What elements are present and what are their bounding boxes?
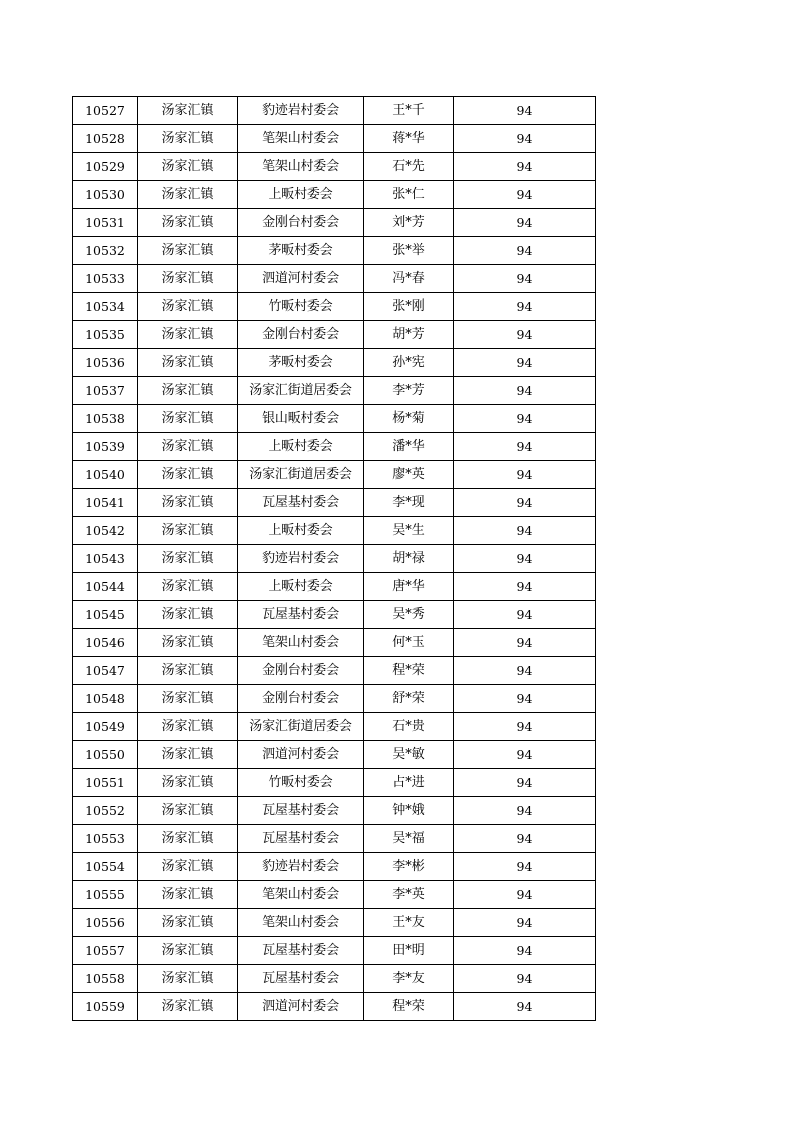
person-name-cell: 田*明 bbox=[364, 937, 454, 965]
score-cell: 94 bbox=[454, 909, 596, 937]
score-cell: 94 bbox=[454, 657, 596, 685]
table-row bbox=[73, 489, 596, 517]
town-cell: 汤家汇镇 bbox=[138, 153, 238, 181]
table-row bbox=[73, 881, 596, 909]
village-cell: 豹迹岩村委会 bbox=[238, 545, 364, 573]
person-name-cell: 舒*荣 bbox=[364, 685, 454, 713]
row-id-cell: 10556 bbox=[73, 909, 138, 937]
town-cell: 汤家汇镇 bbox=[138, 545, 238, 573]
village-cell: 金刚台村委会 bbox=[238, 209, 364, 237]
town-cell: 汤家汇镇 bbox=[138, 769, 238, 797]
row-id-cell: 10544 bbox=[73, 573, 138, 601]
town-cell: 汤家汇镇 bbox=[138, 265, 238, 293]
row-id-cell: 10553 bbox=[73, 825, 138, 853]
table-row bbox=[73, 293, 596, 321]
town-cell: 汤家汇镇 bbox=[138, 433, 238, 461]
score-cell: 94 bbox=[454, 685, 596, 713]
table-row bbox=[73, 601, 596, 629]
town-cell: 汤家汇镇 bbox=[138, 461, 238, 489]
score-cell: 94 bbox=[454, 209, 596, 237]
score-cell: 94 bbox=[454, 797, 596, 825]
person-name-cell: 张*刚 bbox=[364, 293, 454, 321]
town-cell: 汤家汇镇 bbox=[138, 125, 238, 153]
village-cell: 笔架山村委会 bbox=[238, 629, 364, 657]
score-cell: 94 bbox=[454, 125, 596, 153]
table-row bbox=[73, 181, 596, 209]
row-id-cell: 10555 bbox=[73, 881, 138, 909]
town-cell: 汤家汇镇 bbox=[138, 825, 238, 853]
town-cell: 汤家汇镇 bbox=[138, 685, 238, 713]
village-cell: 笔架山村委会 bbox=[238, 125, 364, 153]
person-name-cell: 吴*生 bbox=[364, 517, 454, 545]
row-id-cell: 10552 bbox=[73, 797, 138, 825]
person-name-cell: 程*荣 bbox=[364, 993, 454, 1021]
person-name-cell: 杨*菊 bbox=[364, 405, 454, 433]
row-id-cell: 10543 bbox=[73, 545, 138, 573]
village-cell: 金刚台村委会 bbox=[238, 321, 364, 349]
score-cell: 94 bbox=[454, 377, 596, 405]
score-cell: 94 bbox=[454, 265, 596, 293]
row-id-cell: 10528 bbox=[73, 125, 138, 153]
table-row bbox=[73, 405, 596, 433]
row-id-cell: 10545 bbox=[73, 601, 138, 629]
town-cell: 汤家汇镇 bbox=[138, 377, 238, 405]
table-row bbox=[73, 377, 596, 405]
row-id-cell: 10529 bbox=[73, 153, 138, 181]
table-row bbox=[73, 153, 596, 181]
score-cell: 94 bbox=[454, 573, 596, 601]
row-id-cell: 10532 bbox=[73, 237, 138, 265]
row-id-cell: 10542 bbox=[73, 517, 138, 545]
score-cell: 94 bbox=[454, 937, 596, 965]
score-cell: 94 bbox=[454, 293, 596, 321]
town-cell: 汤家汇镇 bbox=[138, 993, 238, 1021]
row-id-cell: 10558 bbox=[73, 965, 138, 993]
town-cell: 汤家汇镇 bbox=[138, 237, 238, 265]
table-row bbox=[73, 965, 596, 993]
table-row bbox=[73, 797, 596, 825]
row-id-cell: 10557 bbox=[73, 937, 138, 965]
person-name-cell: 王*友 bbox=[364, 909, 454, 937]
person-name-cell: 李*英 bbox=[364, 881, 454, 909]
town-cell: 汤家汇镇 bbox=[138, 489, 238, 517]
village-cell: 竹畈村委会 bbox=[238, 769, 364, 797]
town-cell: 汤家汇镇 bbox=[138, 321, 238, 349]
table-row bbox=[73, 517, 596, 545]
town-cell: 汤家汇镇 bbox=[138, 349, 238, 377]
village-cell: 瓦屋基村委会 bbox=[238, 965, 364, 993]
row-id-cell: 10533 bbox=[73, 265, 138, 293]
person-name-cell: 潘*华 bbox=[364, 433, 454, 461]
table-row bbox=[73, 321, 596, 349]
village-cell: 竹畈村委会 bbox=[238, 293, 364, 321]
score-cell: 94 bbox=[454, 545, 596, 573]
town-cell: 汤家汇镇 bbox=[138, 853, 238, 881]
town-cell: 汤家汇镇 bbox=[138, 937, 238, 965]
row-id-cell: 10530 bbox=[73, 181, 138, 209]
village-cell: 笔架山村委会 bbox=[238, 153, 364, 181]
person-name-cell: 胡*芳 bbox=[364, 321, 454, 349]
person-name-cell: 程*荣 bbox=[364, 657, 454, 685]
score-cell: 94 bbox=[454, 769, 596, 797]
village-cell: 金刚台村委会 bbox=[238, 657, 364, 685]
village-cell: 汤家汇街道居委会 bbox=[238, 377, 364, 405]
person-name-cell: 冯*春 bbox=[364, 265, 454, 293]
row-id-cell: 10547 bbox=[73, 657, 138, 685]
town-cell: 汤家汇镇 bbox=[138, 293, 238, 321]
town-cell: 汤家汇镇 bbox=[138, 405, 238, 433]
village-cell: 豹迹岩村委会 bbox=[238, 97, 364, 125]
person-name-cell: 吴*秀 bbox=[364, 601, 454, 629]
person-name-cell: 胡*禄 bbox=[364, 545, 454, 573]
person-name-cell: 何*玉 bbox=[364, 629, 454, 657]
row-id-cell: 10546 bbox=[73, 629, 138, 657]
score-cell: 94 bbox=[454, 993, 596, 1021]
person-name-cell: 张*仁 bbox=[364, 181, 454, 209]
table-row bbox=[73, 825, 596, 853]
town-cell: 汤家汇镇 bbox=[138, 713, 238, 741]
row-id-cell: 10537 bbox=[73, 377, 138, 405]
score-cell: 94 bbox=[454, 965, 596, 993]
row-id-cell: 10540 bbox=[73, 461, 138, 489]
town-cell: 汤家汇镇 bbox=[138, 601, 238, 629]
village-cell: 上畈村委会 bbox=[238, 573, 364, 601]
score-cell: 94 bbox=[454, 97, 596, 125]
table-row bbox=[73, 265, 596, 293]
person-name-cell: 刘*芳 bbox=[364, 209, 454, 237]
person-name-cell: 张*举 bbox=[364, 237, 454, 265]
row-id-cell: 10535 bbox=[73, 321, 138, 349]
person-name-cell: 李*友 bbox=[364, 965, 454, 993]
table-row bbox=[73, 685, 596, 713]
town-cell: 汤家汇镇 bbox=[138, 629, 238, 657]
person-name-cell: 吴*福 bbox=[364, 825, 454, 853]
row-id-cell: 10549 bbox=[73, 713, 138, 741]
score-cell: 94 bbox=[454, 349, 596, 377]
village-cell: 豹迹岩村委会 bbox=[238, 853, 364, 881]
score-cell: 94 bbox=[454, 881, 596, 909]
score-cell: 94 bbox=[454, 433, 596, 461]
table-row bbox=[73, 629, 596, 657]
score-cell: 94 bbox=[454, 489, 596, 517]
town-cell: 汤家汇镇 bbox=[138, 909, 238, 937]
village-cell: 笔架山村委会 bbox=[238, 881, 364, 909]
row-id-cell: 10536 bbox=[73, 349, 138, 377]
row-id-cell: 10551 bbox=[73, 769, 138, 797]
town-cell: 汤家汇镇 bbox=[138, 741, 238, 769]
town-cell: 汤家汇镇 bbox=[138, 965, 238, 993]
village-cell: 泗道河村委会 bbox=[238, 265, 364, 293]
row-id-cell: 10539 bbox=[73, 433, 138, 461]
row-id-cell: 10550 bbox=[73, 741, 138, 769]
person-name-cell: 占*进 bbox=[364, 769, 454, 797]
score-cell: 94 bbox=[454, 629, 596, 657]
person-name-cell: 孙*宪 bbox=[364, 349, 454, 377]
table-body bbox=[73, 97, 596, 1021]
score-cell: 94 bbox=[454, 321, 596, 349]
town-cell: 汤家汇镇 bbox=[138, 97, 238, 125]
table-row bbox=[73, 349, 596, 377]
village-cell: 上畈村委会 bbox=[238, 433, 364, 461]
score-cell: 94 bbox=[454, 601, 596, 629]
village-cell: 瓦屋基村委会 bbox=[238, 797, 364, 825]
table-row bbox=[73, 97, 596, 125]
table-row bbox=[73, 713, 596, 741]
table-row bbox=[73, 433, 596, 461]
table-row bbox=[73, 125, 596, 153]
row-id-cell: 10538 bbox=[73, 405, 138, 433]
person-name-cell: 吴*敏 bbox=[364, 741, 454, 769]
data-table bbox=[72, 96, 596, 1021]
row-id-cell: 10531 bbox=[73, 209, 138, 237]
person-name-cell: 李*现 bbox=[364, 489, 454, 517]
village-cell: 瓦屋基村委会 bbox=[238, 601, 364, 629]
town-cell: 汤家汇镇 bbox=[138, 657, 238, 685]
person-name-cell: 廖*英 bbox=[364, 461, 454, 489]
town-cell: 汤家汇镇 bbox=[138, 797, 238, 825]
town-cell: 汤家汇镇 bbox=[138, 181, 238, 209]
score-cell: 94 bbox=[454, 853, 596, 881]
table-row bbox=[73, 769, 596, 797]
village-cell: 瓦屋基村委会 bbox=[238, 489, 364, 517]
table-row bbox=[73, 937, 596, 965]
table-row bbox=[73, 573, 596, 601]
score-cell: 94 bbox=[454, 461, 596, 489]
person-name-cell: 钟*娥 bbox=[364, 797, 454, 825]
village-cell: 茅畈村委会 bbox=[238, 349, 364, 377]
village-cell: 泗道河村委会 bbox=[238, 993, 364, 1021]
village-cell: 金刚台村委会 bbox=[238, 685, 364, 713]
table-row bbox=[73, 993, 596, 1021]
person-name-cell: 唐*华 bbox=[364, 573, 454, 601]
person-name-cell: 王*千 bbox=[364, 97, 454, 125]
score-cell: 94 bbox=[454, 237, 596, 265]
village-cell: 泗道河村委会 bbox=[238, 741, 364, 769]
village-cell: 银山畈村委会 bbox=[238, 405, 364, 433]
table-row bbox=[73, 741, 596, 769]
person-name-cell: 石*先 bbox=[364, 153, 454, 181]
village-cell: 上畈村委会 bbox=[238, 517, 364, 545]
town-cell: 汤家汇镇 bbox=[138, 573, 238, 601]
table-row bbox=[73, 237, 596, 265]
village-cell: 汤家汇街道居委会 bbox=[238, 461, 364, 489]
village-cell: 瓦屋基村委会 bbox=[238, 825, 364, 853]
person-name-cell: 李*彬 bbox=[364, 853, 454, 881]
row-id-cell: 10527 bbox=[73, 97, 138, 125]
table-row bbox=[73, 209, 596, 237]
score-cell: 94 bbox=[454, 825, 596, 853]
person-name-cell: 李*芳 bbox=[364, 377, 454, 405]
town-cell: 汤家汇镇 bbox=[138, 517, 238, 545]
village-cell: 汤家汇街道居委会 bbox=[238, 713, 364, 741]
row-id-cell: 10554 bbox=[73, 853, 138, 881]
town-cell: 汤家汇镇 bbox=[138, 209, 238, 237]
village-cell: 上畈村委会 bbox=[238, 181, 364, 209]
table-row bbox=[73, 853, 596, 881]
table-row bbox=[73, 461, 596, 489]
score-cell: 94 bbox=[454, 517, 596, 545]
score-cell: 94 bbox=[454, 741, 596, 769]
score-cell: 94 bbox=[454, 153, 596, 181]
table-row bbox=[73, 909, 596, 937]
town-cell: 汤家汇镇 bbox=[138, 881, 238, 909]
score-cell: 94 bbox=[454, 713, 596, 741]
score-cell: 94 bbox=[454, 181, 596, 209]
village-cell: 笔架山村委会 bbox=[238, 909, 364, 937]
row-id-cell: 10548 bbox=[73, 685, 138, 713]
person-name-cell: 石*贵 bbox=[364, 713, 454, 741]
row-id-cell: 10559 bbox=[73, 993, 138, 1021]
village-cell: 茅畈村委会 bbox=[238, 237, 364, 265]
score-cell: 94 bbox=[454, 405, 596, 433]
table-row bbox=[73, 657, 596, 685]
village-cell: 瓦屋基村委会 bbox=[238, 937, 364, 965]
person-name-cell: 蒋*华 bbox=[364, 125, 454, 153]
table-row bbox=[73, 545, 596, 573]
row-id-cell: 10541 bbox=[73, 489, 138, 517]
row-id-cell: 10534 bbox=[73, 293, 138, 321]
